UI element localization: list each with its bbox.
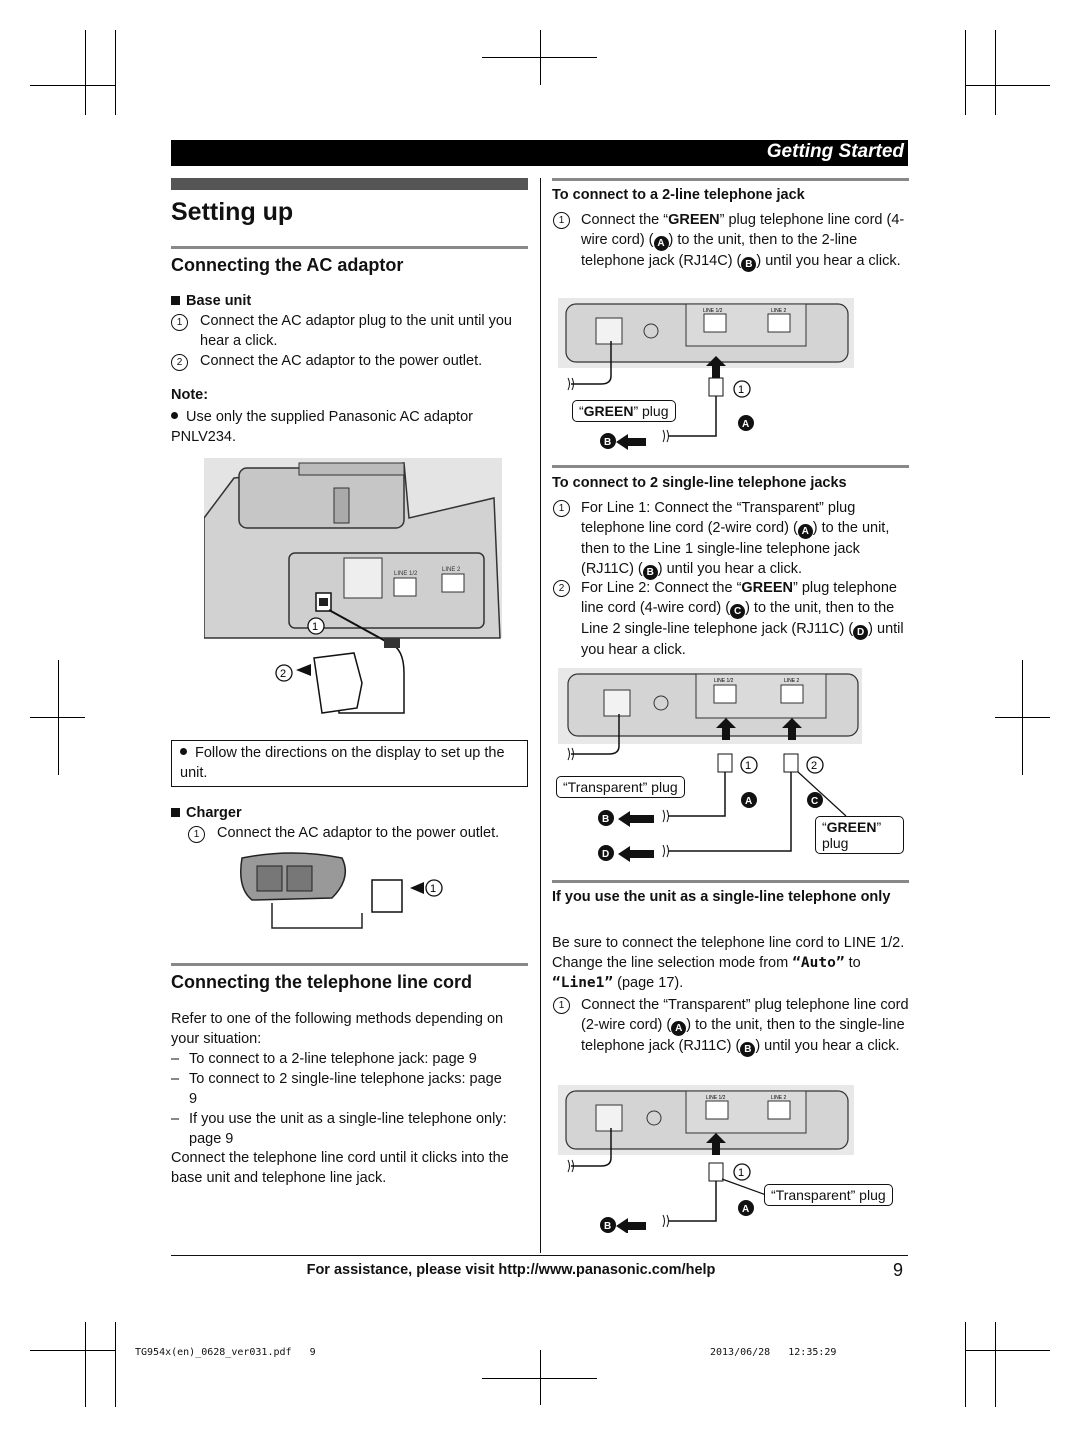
transparent-plug-label: “Transparent” plug bbox=[764, 1184, 893, 1206]
method-item: To connect to 2 single-line telephone jacks: page 9 bbox=[189, 1071, 502, 1107]
follow-text: Follow the directions on the display to set up the unit. bbox=[180, 745, 505, 781]
bullet-icon bbox=[171, 412, 178, 419]
two-line-heading: To connect to a 2-line telephone jack bbox=[552, 187, 805, 203]
line-intro: Refer to one of the following methods depending on your situation: bbox=[171, 1011, 504, 1047]
section-rule bbox=[552, 880, 909, 883]
two-single-step-2: For Line 2: Connect the “GREEN” plug telephone line cord (4-wire cord) ( C ) to the unit, then to the Line 2 single-line telephone jack (RJ11C) ( D ) until you hear a click. bbox=[581, 580, 904, 658]
footer-assist: For assistance, please visit http://www.panasonic.com/help bbox=[306, 1262, 716, 1278]
jack-label-line2: LINE 2 bbox=[442, 567, 461, 573]
charger-diagram-label: 1 bbox=[430, 883, 437, 895]
svg-text:D: D bbox=[602, 849, 610, 860]
section-header bbox=[171, 140, 908, 166]
step-number: 2 bbox=[553, 580, 570, 597]
base-unit-step-2: Connect the AC adaptor to the power outlet. bbox=[200, 353, 483, 369]
single-only-heading: If you use the unit as a single-line telephone only bbox=[552, 889, 891, 905]
square-bullet-icon bbox=[171, 808, 180, 817]
crop-mark bbox=[965, 85, 1050, 86]
section-rule bbox=[552, 178, 909, 181]
note-text: Use only the supplied Panasonic AC adaptor PNLV234. bbox=[171, 409, 473, 445]
green-plug-label: “GREEN” plug bbox=[572, 400, 676, 422]
method-item: To connect to a 2-line telephone jack: page 9 bbox=[189, 1051, 477, 1067]
svg-text:A: A bbox=[745, 796, 753, 807]
crop-mark bbox=[995, 30, 996, 115]
svg-text:LINE 1/2: LINE 1/2 bbox=[703, 308, 723, 314]
charger-label: Charger bbox=[171, 803, 242, 823]
svg-text:B: B bbox=[604, 1221, 612, 1232]
method-item: – bbox=[171, 1051, 180, 1067]
two-line-jack-illustration bbox=[556, 296, 861, 454]
section-rule bbox=[171, 246, 528, 249]
square-bullet-icon bbox=[171, 296, 180, 305]
footer-rule bbox=[171, 1255, 908, 1256]
step-number: 1 bbox=[171, 314, 188, 331]
crop-mark bbox=[115, 30, 116, 115]
crop-mark bbox=[965, 1322, 966, 1407]
crop-mark bbox=[30, 717, 85, 718]
two-single-heading: To connect to 2 single-line telephone jacks bbox=[552, 475, 847, 491]
svg-text:LINE 2: LINE 2 bbox=[771, 1095, 787, 1101]
green-plug-label: “GREEN” plug bbox=[815, 816, 904, 854]
page-title: Setting up bbox=[171, 198, 294, 226]
note-label: Note: bbox=[171, 387, 209, 403]
svg-text:LINE 1/2: LINE 1/2 bbox=[714, 678, 734, 684]
crop-mark bbox=[482, 57, 597, 58]
section-rule bbox=[552, 465, 909, 468]
page-number: 9 bbox=[893, 1260, 904, 1280]
step-number: 1 bbox=[553, 500, 570, 517]
transparent-plug-label: “Transparent” plug bbox=[556, 776, 685, 798]
step-number: 2 bbox=[171, 354, 188, 371]
footer-datetime: 2013/06/28 12:35:29 bbox=[710, 1347, 837, 1358]
step-number: 1 bbox=[188, 826, 205, 843]
section-rule bbox=[171, 963, 528, 966]
svg-text:C: C bbox=[811, 796, 819, 807]
single-only-step: Connect the “Transparent” plug telephone line cord (2-wire cord) ( A ) to the unit, then to the single-line telephone jack (RJ11C) ( B ) until you hear a click. bbox=[581, 997, 909, 1055]
title-bar bbox=[171, 178, 528, 190]
method-item: If you use the unit as a single-line telephone only: page 9 bbox=[189, 1111, 507, 1147]
line-heading: Connecting the telephone line cord bbox=[171, 972, 473, 992]
svg-text:1: 1 bbox=[738, 384, 745, 396]
bullet-icon bbox=[180, 748, 187, 755]
single-line-illustration bbox=[556, 1083, 861, 1233]
svg-text:LINE 2: LINE 2 bbox=[771, 308, 787, 314]
method-item: – bbox=[171, 1111, 180, 1127]
step-number: 1 bbox=[553, 212, 570, 229]
jack-label-line12: LINE 1/2 bbox=[394, 571, 418, 577]
crop-mark bbox=[85, 1322, 86, 1407]
two-single-step-1: For Line 1: Connect the “Transparent” plug telephone line cord (2-wire cord) ( A ) to the unit, then to the Line 1 single-line telephone jack (RJ11C) ( B ) until you hear a click. bbox=[581, 500, 890, 578]
charger-illustration bbox=[232, 848, 447, 938]
svg-text:B: B bbox=[604, 437, 612, 448]
svg-text:A: A bbox=[742, 419, 750, 430]
method-item: – bbox=[171, 1071, 180, 1087]
line-closing: Connect the telephone line cord until it clicks into the base unit and telephone line jack. bbox=[171, 1150, 509, 1186]
svg-text:A: A bbox=[742, 1204, 750, 1215]
crop-mark bbox=[995, 1322, 996, 1407]
crop-mark bbox=[965, 1350, 1050, 1351]
svg-text:2: 2 bbox=[811, 760, 818, 772]
base-unit-illustration bbox=[204, 458, 504, 723]
svg-text:1: 1 bbox=[745, 760, 752, 772]
column-divider bbox=[540, 178, 541, 1253]
crop-mark bbox=[115, 1322, 116, 1407]
base-unit-label: Base unit bbox=[171, 291, 251, 311]
svg-text:LINE 1/2: LINE 1/2 bbox=[706, 1095, 726, 1101]
crop-mark bbox=[965, 30, 966, 115]
crop-mark bbox=[30, 1350, 115, 1351]
crop-mark bbox=[30, 85, 115, 86]
svg-text:LINE 2: LINE 2 bbox=[784, 678, 800, 684]
svg-text:1: 1 bbox=[738, 1167, 745, 1179]
ac-heading: Connecting the AC adaptor bbox=[171, 255, 404, 275]
diagram-label-2: 2 bbox=[280, 668, 287, 680]
crop-mark bbox=[995, 717, 1050, 718]
crop-mark bbox=[85, 30, 86, 115]
two-line-step: Connect the “GREEN” plug telephone line cord (4-wire cord) ( A ) to the unit, then to the 2-line telephone jack (RJ14C) ( B ) until you hear a click. bbox=[581, 212, 905, 270]
crop-mark bbox=[482, 1378, 597, 1379]
single-only-para: Be sure to connect the telephone line cord to LINE 1/2. Change the line selection mode from “Auto” to “Line1” (page 17). bbox=[552, 935, 905, 991]
section-title: Getting Started bbox=[766, 141, 904, 162]
charger-step: Connect the AC adaptor to the power outlet. bbox=[217, 825, 500, 841]
footer-filename: TG954x(en)_0628_ver031.pdf 9 bbox=[135, 1347, 316, 1358]
base-unit-step-1: Connect the AC adaptor plug to the unit until you hear a click. bbox=[200, 313, 512, 349]
step-number: 1 bbox=[553, 997, 570, 1014]
svg-text:B: B bbox=[602, 814, 610, 825]
diagram-label-1: 1 bbox=[312, 621, 319, 633]
